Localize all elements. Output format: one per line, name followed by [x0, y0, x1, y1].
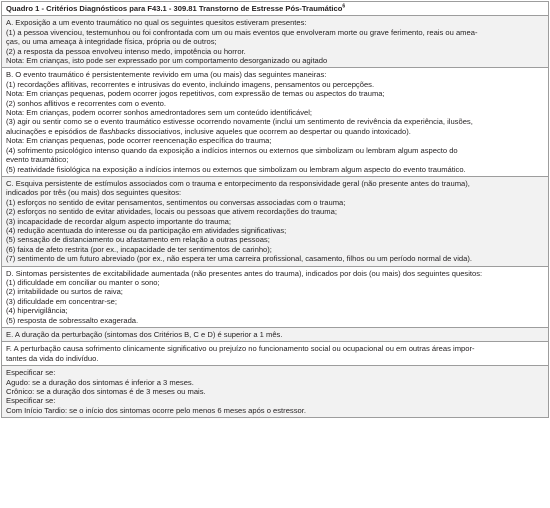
criterion-d-heading: D. Sintomas persistentes de excitabilidade aumentada (não presentes antes do trauma), indicados por dois (ou mais) dos seguintes quesitos: [6, 268, 483, 278]
criterion-a-item-1: (1) a pessoa vivenciou, testemunhou ou foi confrontada com um ou mais eventos que envolveram morte ou grave ferimento, reais ou amea- [6, 27, 478, 37]
criterion-f-text-cont: tantes da vida do indivíduo. [6, 353, 99, 363]
criterion-c [1, 176, 549, 266]
criterion-b-item-1: (1) recordações aflitivas, recorrentes e intrusivas do evento, incluindo imagens, pensamentos ou percepções. [6, 79, 375, 89]
criterion-c-item-6: (6) faixa de afeto restrita (por ex., incapacidade de ter sentimentos de carinho); [6, 244, 272, 254]
criterion-b-note-2: Nota: Em crianças, podem ocorrer sonhos amedrontadores sem um conteúdo identificável; [6, 108, 313, 118]
criterion-b [1, 67, 549, 175]
criterion-b-item-3-cont-a: alucinações e episódios de [6, 126, 100, 136]
specifiers [1, 365, 549, 418]
criterion-b-item-5: (5) reatividade fisiológica na exposição a indícios internos ou externos que simbolizam ou lembram algum aspecto do evento traumático. [6, 164, 466, 174]
criterion-c-item-7: (7) sentimento de um futuro abreviado (por ex., não espera ter uma carreira profissional, casamento, filhos ou um período normal de vida). [6, 254, 472, 264]
criterion-d-item-4: (4) hipervigilância; [6, 306, 68, 316]
criterion-a-note: Nota: Em crianças, isto pode ser expressado por um comportamento desorganizado ou agitado [6, 56, 328, 66]
criterion-c-item-5: (5) sensação de distanciamento ou afastamento em relação a outras pessoas; [6, 235, 270, 245]
table-title [2, 2, 548, 15]
criterion-d [1, 266, 549, 327]
criterion-b-note-3: Nota: Em crianças pequenas, pode ocorrer reencenação específica do trauma; [6, 136, 272, 146]
criterion-b-item-4: (4) sofrimento psicológico intenso quando da exposição a indícios internos ou externos que simbolizam ou lembram algum aspecto do [6, 145, 458, 155]
criterion-c-heading: C. Esquiva persistente de estímulos associados com o trauma e entorpecimento da responsividade geral (não presente antes do trauma), [6, 178, 470, 188]
criterion-a-item-1-cont: ças, ou uma ameaça à integridade física, própria ou de outros; [6, 37, 217, 47]
specifier-chronic: Crônico: se a duração dos sintomas é de 3 meses ou mais. [6, 387, 206, 397]
specifier-heading-2: Especificar se: [6, 396, 56, 406]
specifier-delayed-onset: Com Início Tardio: se o início dos sintomas ocorre pelo menos 6 meses após o estressor. [6, 405, 306, 415]
criterion-f [1, 341, 549, 365]
criterion-b-item-4-cont: evento traumático; [6, 155, 69, 165]
criterion-c-item-4: (4) redução acentuada do interesse ou da participação em atividades significativas; [6, 225, 287, 235]
flashbacks-term: flashbacks [99, 126, 136, 136]
criterion-d-item-3: (3) dificuldade em concentrar-se; [6, 296, 118, 306]
criterion-f-text: F. A perturbação causa sofrimento clinicamente significativo ou prejuízo no funcionamento social ou ocupacional ou em outras áreas impor- [6, 344, 475, 354]
specifier-heading-1: Especificar se: [6, 368, 56, 378]
criterion-a-item-2: (2) a resposta da pessoa envolveu intenso medo, impotência ou horror. [6, 46, 246, 56]
criterion-b-heading: B. O evento traumático é persistentemente revivido em uma (ou mais) das seguintes maneiras: [6, 70, 327, 80]
criterion-c-item-1: (1) esforços no sentido de evitar pensamentos, sentimentos ou conversas associadas com o trauma; [6, 197, 346, 207]
criterion-b-item-3-cont-b: dissociativos, inclusive aqueles que ocorrem ao despertar ou quando intoxicado). [135, 126, 411, 136]
table-title-text: Quadro 1 - Critérios Diagnósticos para F43.1 - 309.81 Transtorno de Estresse Pós-Traumático [6, 4, 343, 13]
criteria-table [1, 1, 549, 506]
criterion-e [1, 327, 549, 341]
specifier-acute: Agudo: se a duração dos sintomas é inferior a 3 meses. [6, 377, 194, 387]
criterion-b-item-3-cont [6, 127, 544, 136]
title-reference: 6 [342, 3, 346, 10]
criterion-d-item-5: (5) resposta de sobressalto exagerada. [6, 315, 139, 325]
criterion-b-item-3: (3) agir ou sentir como se o evento traumático estivesse ocorrendo novamente (inclui um sentimento de revivência da experiência, ilusões, [6, 117, 473, 127]
criterion-d-item-1: (1) dificuldade em conciliar ou manter o sono; [6, 277, 160, 287]
criterion-b-note-1: Nota: Em crianças pequenas, podem ocorrer jogos repetitivos, com expressão de temas ou aspectos do trauma; [6, 89, 385, 99]
criterion-a-heading: A. Exposição a um evento traumático no qual os seguintes quesitos estiveram presentes: [6, 18, 307, 28]
criterion-c-item-3: (3) incapacidade de recordar algum aspecto importante do trauma; [6, 216, 231, 226]
criterion-b-item-2: (2) sonhos aflitivos e recorrentes com o evento. [6, 98, 166, 108]
criterion-c-item-2: (2) esforços no sentido de evitar atividades, locais ou pessoas que ativem recordações do trauma; [6, 207, 337, 217]
criterion-a [1, 15, 549, 67]
criterion-e-text: E. A duração da perturbação (sintomas dos Critérios B, C e D) é superior a 1 mês. [6, 330, 283, 339]
criterion-d-item-2: (2) irritabilidade ou surtos de raiva; [6, 287, 123, 297]
criterion-c-heading-cont: indicados por três (ou mais) dos seguintes quesitos: [6, 188, 182, 198]
table-title-row [1, 1, 549, 15]
